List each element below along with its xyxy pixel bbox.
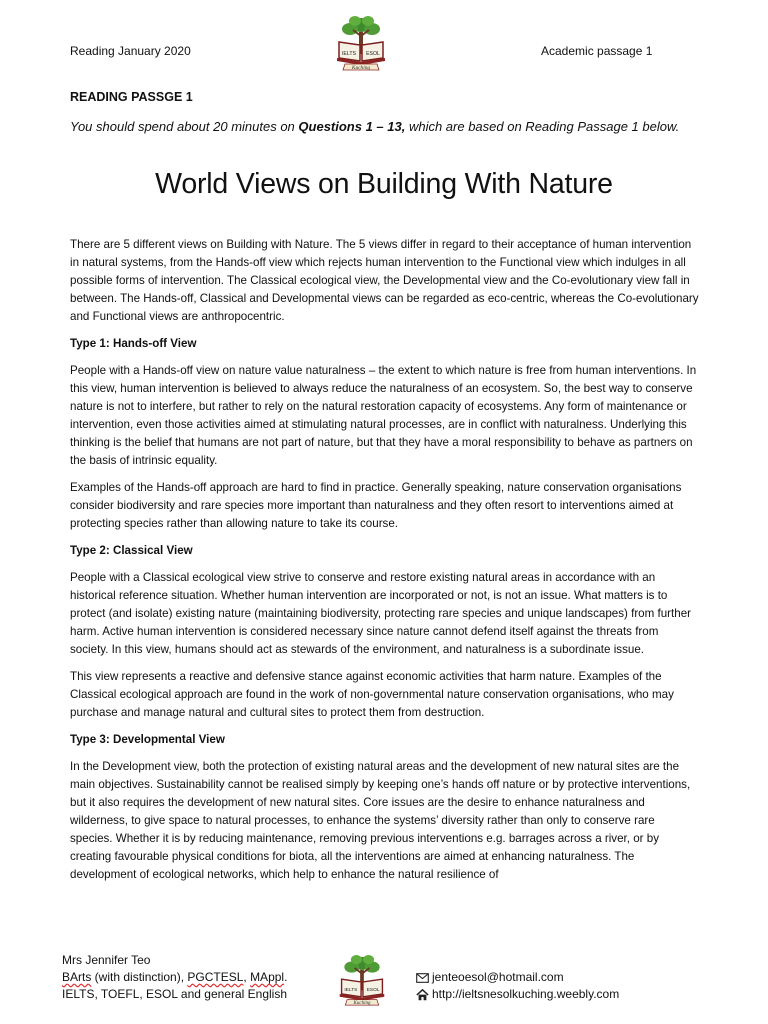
footer-author-block (62, 952, 287, 1003)
developmental-paragraph-1: In the Development view, both the protection of existing natural areas and the development of new natural sites are the main objectives. Sustainability cannot be realised simply by keeping one’s hands off nature or by protective interventions, but it also requires the development of new natural sites. Core issues are the desire to enhance naturalness and wilderness, to give space to natural processes, to enhance the systems’ diversity rather than only to conserve rare species. Whether it is by reducing maintenance, removing previous interventions e.g. barrages across a river, or by creating favourable physical conditions for biota, all the interventions are aimed at enhancing naturalness. The development of ecological networks, which help to enhance the natural resilience of (70, 760, 691, 881)
degree-sep-2: , (243, 970, 251, 984)
footer-website-row[interactable] (416, 986, 619, 1003)
logo-left-book-text: IELTS (341, 51, 357, 57)
logo-banner-text: Kuching (351, 65, 371, 71)
section-heading-hands-off: Type 1: Hands-off View (70, 337, 197, 350)
instructions-questions: Questions 1 – 13, (298, 119, 406, 134)
classical-paragraph-1: People with a Classical ecological view strive to conserve and restore existing natural areas in accordance with an historical reference situation. Whether human intervention are incorporated or not, is not an issue. What matters is to protect (and isolate) existing nature (maintaining biodiversity, protecting rare species and unique landscapes) from further harm. Active human intervention is considered necessary since nature cannot defend itself against the threats from society. In this view, humans should act as stewards of the environment, and naturalness is a subordinate issue. (70, 571, 692, 656)
degree-sep-1: (with distinction), (91, 970, 188, 984)
footer-email-row[interactable] (416, 969, 619, 986)
home-icon (416, 989, 429, 1001)
footer-contact-block (416, 969, 619, 1003)
header-right-text: Academic passage 1 (541, 44, 653, 58)
instructions-tail: which are based on Reading Passage 1 below. (405, 119, 680, 134)
classical-paragraph-2: This view represents a reactive and defensive stance against economic activities that harm nature. Examples of the Classical ecological approach are found in the work of non-governmental nature conservation organisations, who may purchase and manage natural and cultural sites to protect them from destruction. (70, 670, 674, 719)
passage-instructions (70, 117, 700, 137)
intro-paragraph: There are 5 different views on Building with Nature. The 5 views differ in regard to their acceptance of human intervention in natural systems, from the Hands-off view which rejects human intervention to the Functional view which indulges in all possible forms of intervention. The Classical ecological view, the Developmental view and the Co-evolutionary view fall in between. The Hands-off, Classical and Developmental views can be regarded as eco-centric, whereas the Co-evolutionary and Functional views are anthropocentric. (70, 238, 699, 323)
logo-right-book-text: ESOL (366, 51, 380, 57)
hands-off-paragraph-1: People with a Hands-off view on nature value naturalness – the extent to which nature is free from human interventions. In this view, human intervention is believed to always reduce the naturalness of an ecosystem. So, the best way to conserve nature is not to interfere, but rather to rely on the natural restoration capacity of ecosystems. Any form of maintenance or intervention, even those activities aimed at stimulating natural processes, are in conflict with naturalness. Underlying this thinking is the belief that humans are not part of nature, but that they have a moral responsibility to behave as partners on the basis of intrinsic equality. (70, 364, 697, 467)
degree-mappl: MAppl (250, 970, 285, 984)
footer-email-link[interactable]: jenteoesol@hotmail.com (432, 970, 564, 984)
footer-tree-books-logo (336, 953, 388, 1009)
section-heading-developmental: Type 3: Developmental View (70, 733, 225, 746)
passage-label: READING PASSGE 1 (70, 90, 193, 104)
passage-body (70, 236, 700, 893)
tree-books-logo-graphic (333, 14, 389, 74)
section-heading-classical: Type 2: Classical View (70, 544, 193, 557)
degree-pgctesl: PGCTESL (187, 970, 244, 984)
footer-degrees (62, 969, 287, 986)
footer-logo-graphic (336, 953, 388, 1009)
footer-logo-banner-text: Kuching (353, 1001, 371, 1007)
footer-author-name: Mrs Jennifer Teo (62, 953, 151, 967)
instructions-lead: You should spend about 20 minutes on (70, 119, 299, 134)
envelope-icon (416, 972, 429, 984)
degree-sep-3: . (284, 970, 288, 984)
footer-subjects: IELTS, TOEFL, ESOL and general English (62, 987, 288, 1001)
degree-barts: BArts (62, 970, 92, 984)
tree-books-logo (333, 14, 389, 74)
passage-title: World Views on Building With Nature (155, 168, 613, 200)
hands-off-paragraph-2: Examples of the Hands-off approach are hard to find in practice. Generally speaking, nature conservation organisations consider biodiversity and rare species more important than naturalness and they often resort to interventions aimed at protecting species rather than allowing nature to take its course. (70, 481, 682, 530)
footer-logo-left-book-text: IELTS (344, 988, 358, 994)
footer-logo-right-book-text: ESOL (366, 988, 380, 994)
header-left-text: Reading January 2020 (70, 44, 191, 58)
footer-website-link[interactable]: http://ieltsnesolkuching.weebly.com (432, 987, 620, 1001)
